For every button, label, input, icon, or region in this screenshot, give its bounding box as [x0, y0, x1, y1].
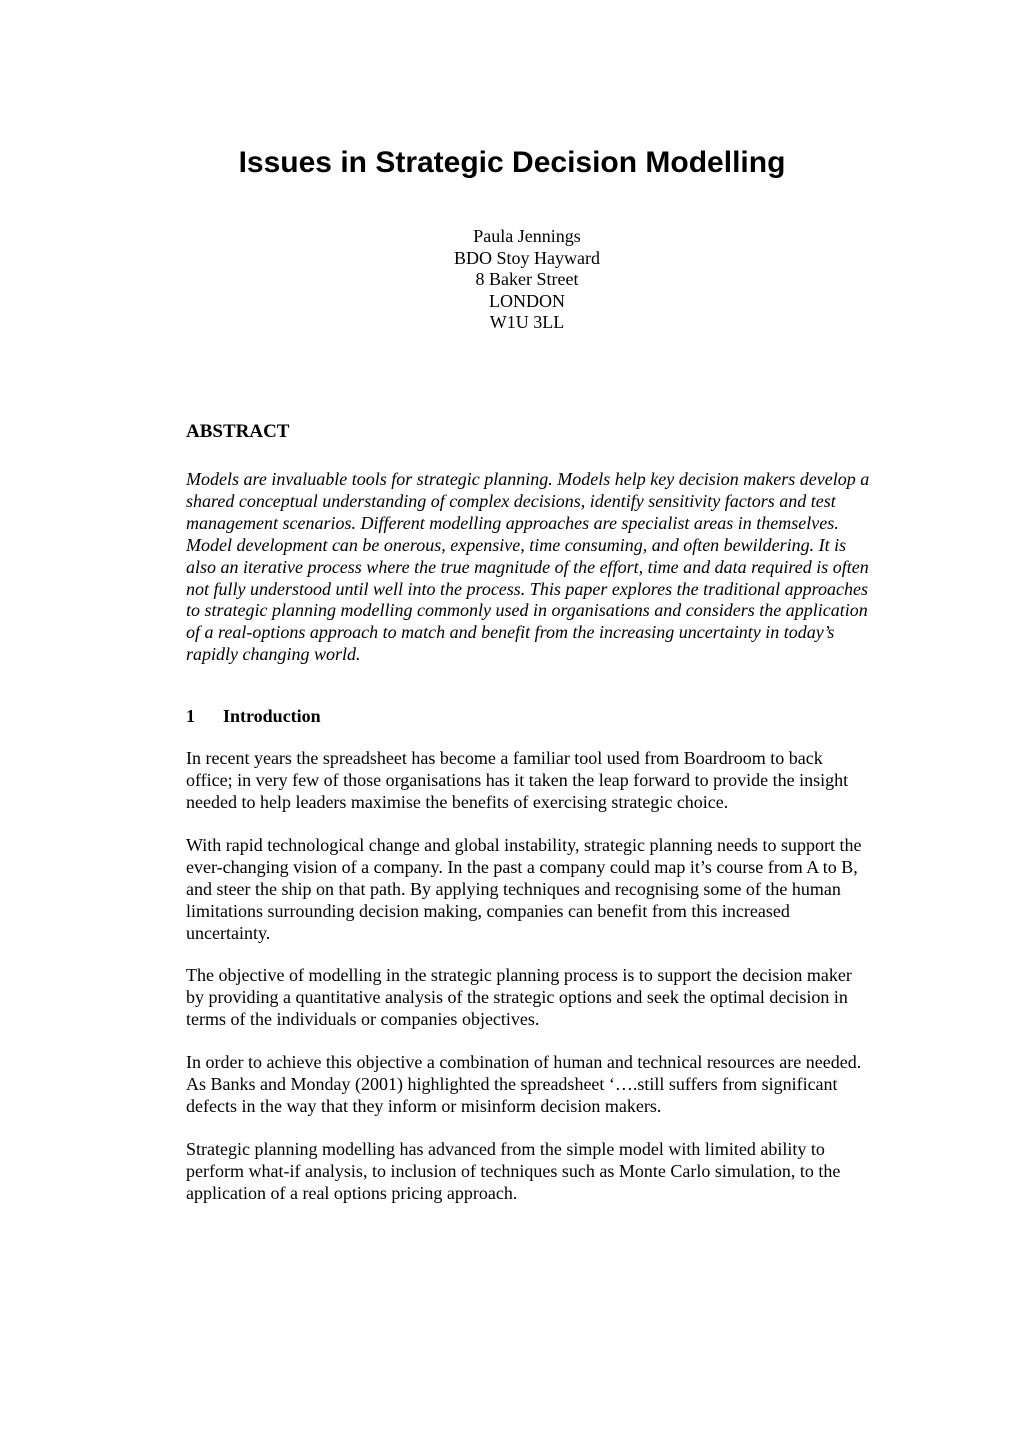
section-heading-introduction: [186, 704, 321, 728]
body-paragraph: In recent years the spreadsheet has become a familiar tool used from Boardroom to back office; in very few of those organisations has it taken the leap forward to provide the insight needed to help leaders maximise the benefits of exercising strategic choice.: [186, 748, 849, 812]
author-postcode: W1U 3LL: [489, 312, 565, 333]
author-city: LONDON: [489, 290, 565, 311]
author-organisation: BDO Stoy Hayward: [454, 247, 600, 268]
body-paragraph: In order to achieve this objective a combination of human and technical resources are needed. As Banks and Monday (2001) highlighted the spreadsheet ‘….still suffers from significant defects in the way that they inform or misinform decision makers.: [186, 1052, 862, 1116]
body-paragraph: Strategic planning modelling has advanced from the simple model with limited ability to perform what-if analysis, to inclusion of techniques such as Monte Carlo simulation, to the application of a real options pricing approach.: [186, 1139, 841, 1203]
section-title: Introduction: [223, 706, 321, 726]
section-number: 1: [186, 706, 195, 726]
body-paragraph: The objective of modelling in the strategic planning process is to support the decision maker by providing a quantitative analysis of the strategic options and seek the optimal decision in terms of the individuals or companies objectives.: [186, 965, 852, 1029]
author-name: Paula Jennings: [473, 226, 581, 246]
body-paragraph: With rapid technological change and global instability, strategic planning needs to support the ever-changing vision of a company. In the past a company could map it’s course from A to B, and steer the ship on that path. By applying techniques and recognising some of the human limitations surrounding decision making, companies can benefit from this increased uncertainty.: [186, 835, 862, 943]
author-street: 8 Baker Street: [475, 269, 579, 290]
abstract-text: Models are invaluable tools for strategic planning. Models help key decision makers develop a shared conceptual understanding of complex decisions, identify sensitivity factors and test management scenarios. Different modelling approaches are specialist areas in themselves. Model development can be onerous, expensive, time consuming, and often bewildering. It is also an iterative process where the true magnitude of the effort, time and data required is often not fully understood until well into the process. This paper explores the traditional approaches to strategic planning modelling commonly used in organisations and considers the application of a real-options approach to match and benefit from the increasing uncertainty in today’s rapidly changing world.: [186, 469, 870, 665]
author-block: [0, 226, 1024, 334]
paper-title: Issues in Strategic Decision Modelling: [238, 146, 786, 179]
abstract-heading: ABSTRACT: [186, 421, 290, 442]
